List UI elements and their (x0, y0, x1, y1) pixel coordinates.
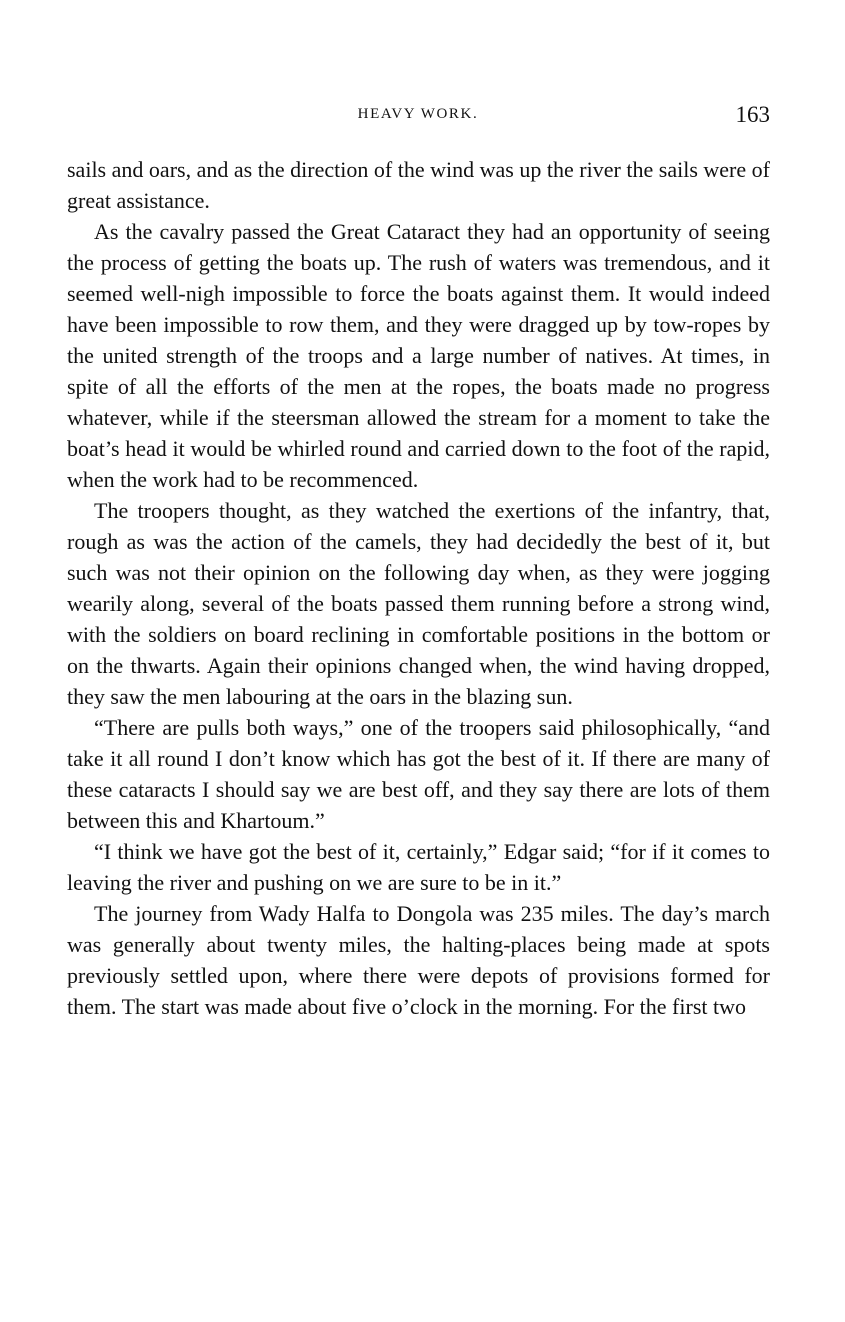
paragraph-journey: The journey from Wady Halfa to Dongola was 235 miles. The day’s march was generally about twenty miles, the halting-places being made at spots previously settled upon, where there were depots of provisions formed for them. The start was made about five o’clock in the morning. For the first two (67, 901, 770, 1019)
paragraph-edgar: “I think we have got the best of it, certainly,” Edgar said; “for if it comes to leaving the river and pushing on we are sure to be in it.” (67, 839, 770, 895)
body-text (67, 154, 770, 1022)
paragraph-pulls-both-ways: “There are pulls both ways,” one of the troopers said philosophically, “and take it all round I don’t know which has got the best of it. If there are many of these cataracts I should say we are best off, and they say there are lots of them between this and Khartoum.” (67, 715, 770, 833)
page-number: 163 (735, 102, 770, 127)
paragraph-cataract: As the cavalry passed the Great Cataract they had an opportunity of seeing the process of getting the boats up. The rush of waters was tremendous, and it seemed well-nigh impossible to force the boats against them. It would indeed have been impossible to row them, and they were dragged up by tow-ropes by the united strength of the troops and a large number of natives. At times, in spite of all the efforts of the men at the ropes, the boats made no progress whatever, while if the steersman allowed the stream for a moment to take the boat’s head it would be whirled round and carried down to the foot of the rapid, when the work had to be recommenced. (67, 219, 770, 492)
running-title: HEAVY WORK. (357, 106, 479, 122)
running-head (66, 104, 770, 132)
paragraph-continuation: sails and oars, and as the direction of the wind was up the river the sails were of great assistance. (67, 157, 770, 213)
paragraph-troopers: The troopers thought, as they watched the exertions of the infantry, that, rough as was the action of the camels, they had decidedly the best of it, but such was not their opinion on the following day when, as they were jogging wearily along, several of the boats passed them running before a strong wind, with the soldiers on board reclining in comfortable positions in the bottom or on the thwarts. Again their opinions changed when, the wind having dropped, they saw the men labouring at the oars in the blazing sun. (67, 498, 770, 709)
